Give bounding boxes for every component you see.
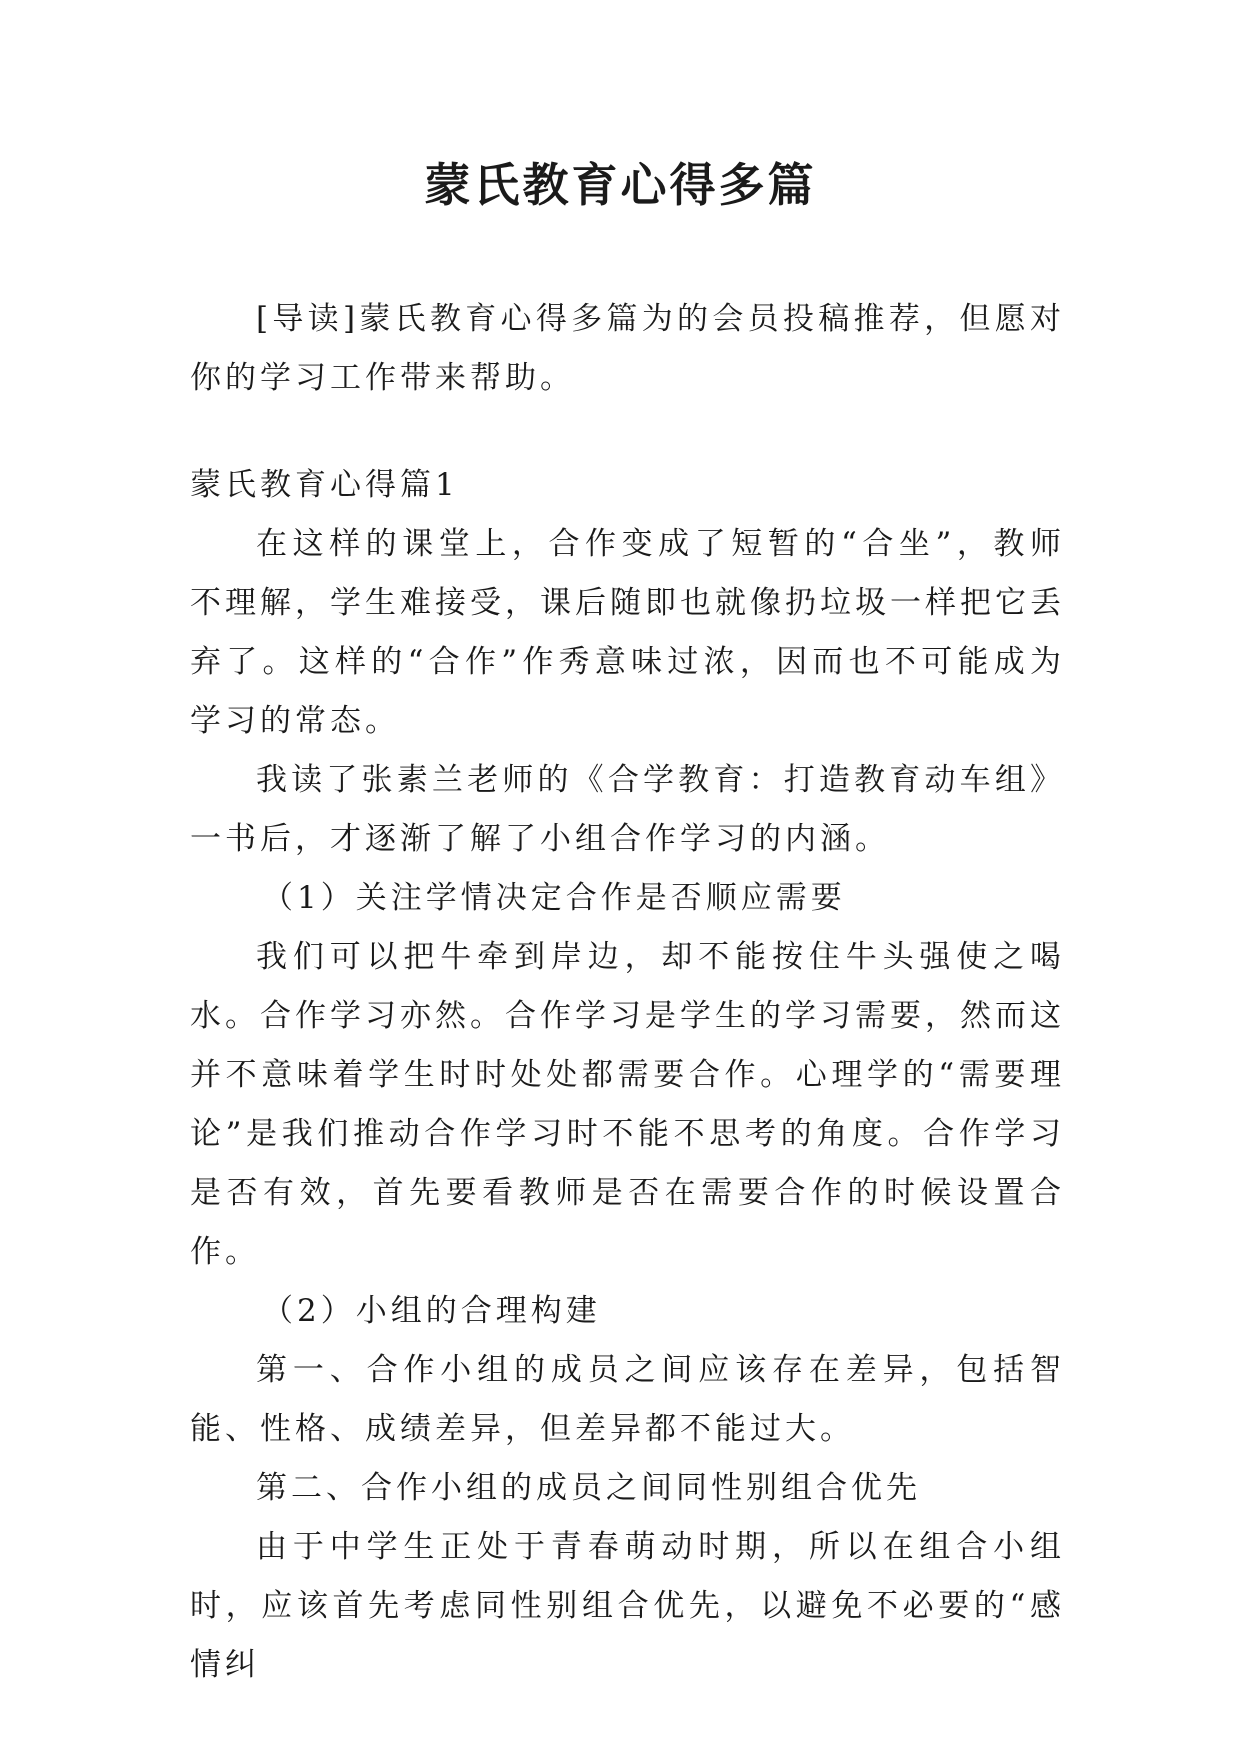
- section-heading: 蒙氏教育心得篇1: [190, 467, 459, 503]
- intro-paragraph: [导读]蒙氏教育心得多篇为的会员投稿推荐，但愿对你的学习工作带来帮助。: [190, 301, 1065, 396]
- subheading-paragraph: （2）小组的合理构建: [262, 1293, 601, 1329]
- document-title: 蒙氏教育心得多篇: [424, 158, 817, 212]
- body-paragraph: 我们可以把牛牵到岸边，却不能按住牛头强使之喝水。合作学习亦然。合作学习是学生的学习需要，然而这并不意味着学生时时处处都需要合作。心理学的“需要理论”是我们推动合作学习时不能不思考的角度。合作学习是否有效，首先要看教师是否在需要合作的时候设置合作。: [190, 939, 1065, 1270]
- body-paragraph: 我读了张素兰老师的《合学教育：打造教育动车组》一书后，才逐渐了解了小组合作学习的内涵。: [190, 762, 1065, 857]
- body-paragraph: 由于中学生正处于青春萌动时期，所以在组合小组时，应该首先考虑同性别组合优先，以避免不必要的“感情纠: [190, 1529, 1065, 1683]
- body-paragraph: 第二、合作小组的成员之间同性别组合优先: [256, 1470, 921, 1506]
- document-body: [190, 290, 1065, 1695]
- spacer: [190, 408, 1065, 456]
- subheading-paragraph: （1）关注学情决定合作是否顺应需要: [262, 880, 846, 916]
- body-paragraph: 在这样的课堂上，合作变成了短暂的“合坐”，教师不理解，学生难接受，课后随即也就像扔垃圾一样把它丢弃了。这样的“合作”作秀意味过浓，因而也不可能成为学习的常态。: [190, 526, 1065, 739]
- body-paragraph: 第一、合作小组的成员之间应该存在差异，包括智能、性格、成绩差异，但差异都不能过大。: [190, 1352, 1065, 1447]
